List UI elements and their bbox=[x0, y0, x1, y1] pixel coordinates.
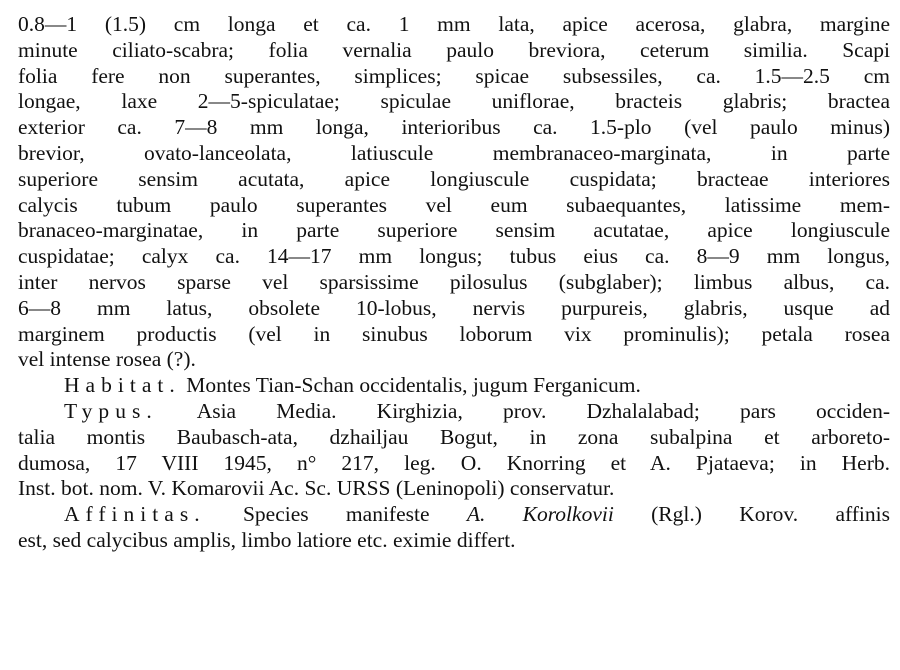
text-line-3: folia fere non superantes, simplices; spicae subsessiles, ca. 1.5—2.5 cm bbox=[18, 63, 890, 88]
habitat-label: Habitat. bbox=[64, 373, 181, 398]
typus-line-2: talia montis Baubasch-ata, dzhailjau Bogut, in zona subalpina et arboreto- bbox=[18, 424, 890, 449]
text-line-8: calycis tubum paulo superantes vel eum subaequantes, latissime mem- bbox=[18, 192, 890, 217]
typus-label: Typus. bbox=[64, 398, 158, 423]
document-page bbox=[18, 12, 890, 662]
affinitas-species: A. Korolkovii bbox=[466, 502, 614, 527]
typus-line-1 bbox=[18, 399, 890, 425]
text-line-9: branaceo-marginatae, in parte superiore sensim acutatae, apice longiuscule bbox=[18, 218, 890, 243]
text-line-5: exterior ca. 7—8 mm longa, interioribus ca. 1.5-plo (vel paulo minus) bbox=[18, 115, 890, 140]
text-line-7: superiore sensim acutata, apice longiuscule cuspidata; bracteae interiores bbox=[18, 166, 890, 191]
affinitas-post: (Rgl.) Korov. affinis bbox=[613, 502, 890, 527]
text-line-10: cuspidatae; calyx ca. 14—17 mm longus; tubus eius ca. 8—9 mm longus, bbox=[18, 244, 890, 269]
text-line-6: brevior, ovato-lanceolata, latiuscule membranaceo-marginata, in parte bbox=[18, 140, 890, 165]
affinitas-line-1 bbox=[18, 502, 890, 528]
text-line-4: longae, laxe 2—5-spiculatae; spiculae uniflorae, bracteis glabris; bractea bbox=[18, 89, 890, 114]
typus-line-4: Inst. bot. nom. V. Komarovii Ac. Sc. URSS (Leninopoli) conservatur. bbox=[18, 476, 615, 501]
text-line-2: minute ciliato-scabra; folia vernalia paulo breviora, ceterum similia. Scapi bbox=[18, 37, 890, 62]
habitat-text: Montes Tian-Schan occidentalis, jugum Ferganicum. bbox=[180, 373, 641, 398]
text-line-14: vel intense rosea (?). bbox=[18, 347, 196, 372]
text-line-12: 6—8 mm latus, obsolete 10-lobus, nervis purpureis, glabris, usque ad bbox=[18, 295, 890, 320]
text-line-11: inter nervos sparse vel sparsissime pilosulus (subglaber); limbus albus, ca. bbox=[18, 269, 890, 294]
affinitas-pre: Species manifeste bbox=[205, 502, 467, 527]
text-line-1: 0.8—1 (1.5) cm longa et ca. 1 mm lata, apice acerosa, glabra, margine bbox=[18, 12, 890, 36]
affinitas-line-2: est, sed calycibus amplis, limbo latiore etc. eximie differt. bbox=[18, 527, 516, 552]
typus-line-3: dumosa, 17 VIII 1945, n° 217, leg. O. Knorring et A. Pjataeva; in Herb. bbox=[18, 450, 890, 475]
affinitas-label: Affinitas. bbox=[64, 502, 206, 527]
text-line-13: marginem productis (vel in sinubus loborum vix prominulis); petala rosea bbox=[18, 321, 890, 346]
typus-text-1: Asia Media. Kirghizia, prov. Dzhalalabad; pars occiden- bbox=[157, 398, 890, 423]
habitat-paragraph bbox=[18, 373, 890, 399]
